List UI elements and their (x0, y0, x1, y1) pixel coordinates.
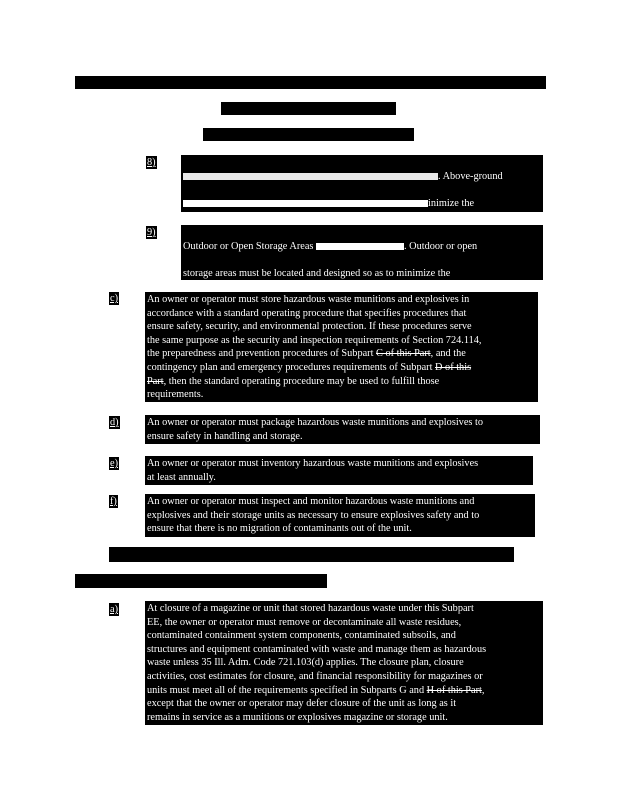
item-c-strike1: C of this Part (376, 348, 431, 360)
board-header (221, 102, 396, 115)
item-8-line2-redaction (183, 200, 428, 207)
item-c-part1: An owner or operator must store hazardous waste munitions and explosives in accordance with a standard operating procedure that specifies procedures that ensure safety, security, and environmental protection. If these procedures serve the same purpose as the security and inspection requirements of Section 724.114, the preparedness and prevention procedures of Subpart (147, 294, 482, 360)
item-9-rest: storage areas must be located and designed so as to minimize the (183, 267, 451, 279)
item-f-text (145, 494, 535, 537)
item-f-content: An owner or operator must inspect and monitor hazardous waste munitions and explosives and their storage units as necessary to ensure explosives safety and to ensure that there is no migration of contaminants out of the unit. (147, 496, 480, 535)
item-c-text (145, 292, 538, 402)
register-header (75, 76, 546, 89)
item-8-text (181, 155, 543, 212)
item-8-heading-redaction (183, 173, 438, 180)
item-9-line1-head: Outdoor or Open Storage Areas (183, 240, 314, 252)
item-c-part2: , and the contingency plan and emergency procedures requirements of Subpart (147, 348, 466, 373)
item-9-line1-tail: . Outdoor or open (403, 240, 478, 252)
item-8-line1: . Above-ground (438, 170, 503, 182)
notice-header (203, 128, 414, 141)
item-c-label: c) (110, 293, 118, 304)
item-a-label: a) (110, 604, 118, 615)
item-d-text (145, 415, 540, 444)
item-d-label: d) (110, 417, 119, 428)
item-9-label: 9) (147, 227, 156, 238)
item-a-strike: H of this Part (426, 684, 482, 696)
item-8-line2: inimize the (428, 197, 475, 209)
source-line (109, 547, 514, 562)
item-e-text (145, 456, 533, 485)
item-e-content: An owner or operator must inventory hazardous waste munitions and explosives at least annually. (147, 458, 479, 483)
item-e-label: e) (110, 458, 118, 469)
item-f-label: f) (110, 496, 117, 507)
item-9-heading-redaction (316, 243, 404, 250)
item-9-text (181, 225, 543, 280)
item-d-content: An owner or operator must package hazardous waste munitions and explosives to ensure safety in handling and storage. (147, 417, 483, 442)
item-a-text (145, 601, 543, 725)
item-a-part1: At closure of a magazine or unit that stored hazardous waste under this Subpart EE, the owner or operator must remove or decontaminate all waste residues, contaminated containment system components, contaminated subsoils, and structures and equipment contaminated with waste and manage them as hazardous waste unless 35 Ill. Adm. Code 721.103(d) applies. The closure plan, closure activities, cost estimates for closure, and financial responsibility for magazines or units must meet all of the requirements specified in Subparts G and (147, 603, 487, 696)
item-c-strike2: D of this Part (147, 361, 472, 387)
section-heading (75, 574, 327, 588)
item-8-label: 8) (147, 157, 156, 168)
item-a-part2: , except that the owner or operator may defer closure of the unit as long as it remains in service as a munitions or explosives magazine or storage unit. (147, 684, 485, 723)
item-c-part3: , then the standard operating procedure may be used to fulfill those requirements. (147, 375, 440, 401)
